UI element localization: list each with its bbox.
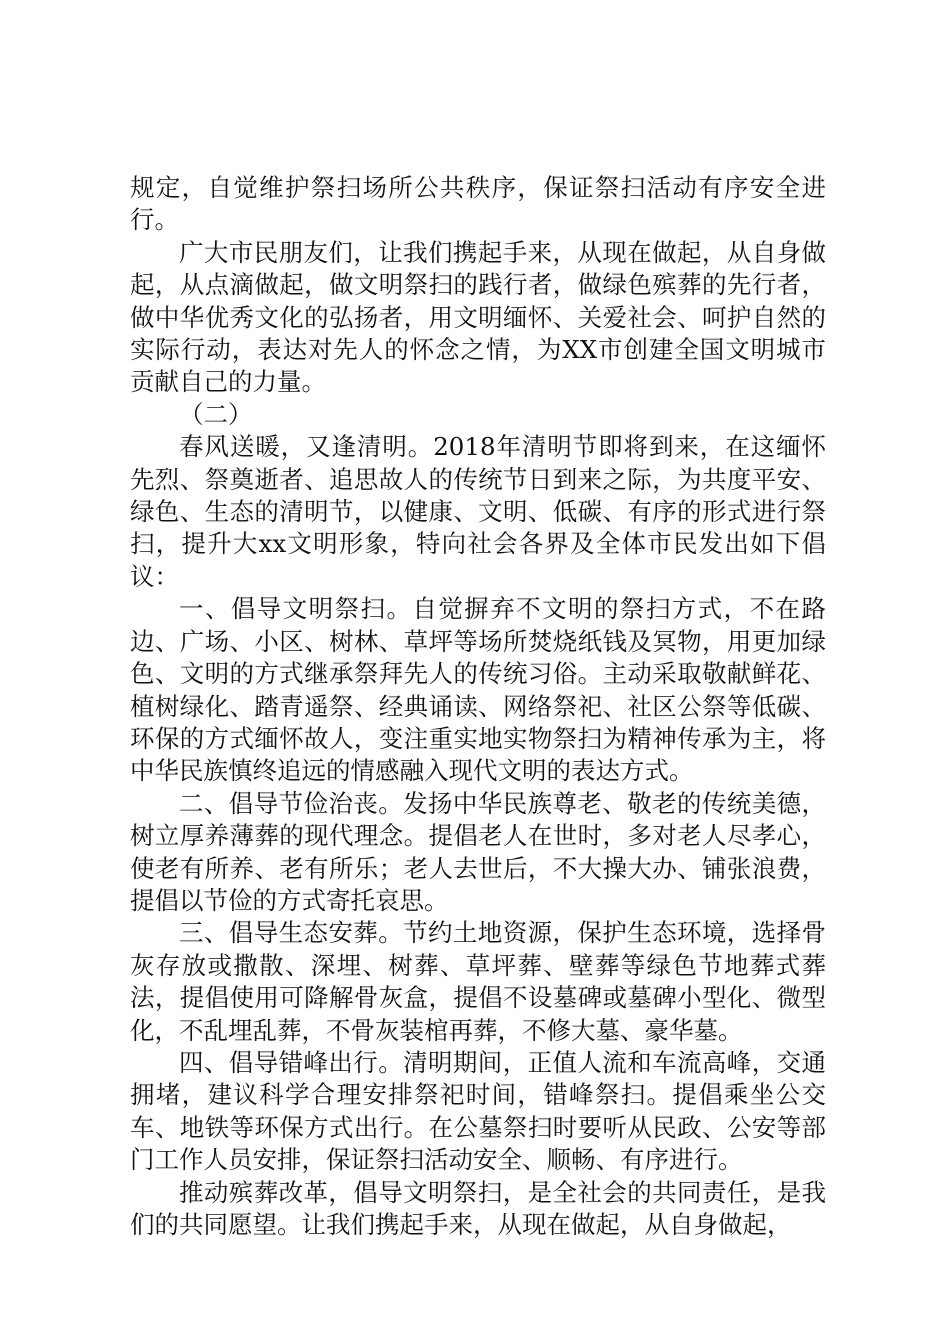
- document-body: [130, 172, 826, 1241]
- paragraph-closing: 推动殡葬改革，倡导文明祭扫，是全社会的共同责任，是我们的共同愿望。让我们携起手来，从现在做起，从自身做起，: [130, 1177, 826, 1239]
- section-heading-two: （二）: [179, 399, 253, 429]
- paragraph-civilized-sweeping: 一、倡导文明祭扫。自觉摒弃不文明的祭扫方式，不在路边、广场、小区、树林、草坪等场所焚烧纸钱及冥物，用更加绿色、文明的方式继承祭拜先人的传统习俗。主动采取敬献鲜花、植树绿化、踏青遥祭、经典诵读、网络祭祀、社区公祭等低碳、环保的方式缅怀故人，变注重实地实物祭扫为精神传承为主，将中华民族慎终追远的情感融入现代文明的表达方式。: [130, 594, 826, 786]
- paragraph-ecological-burial: 三、倡导生态安葬。节约土地资源，保护生态环境，选择骨灰存放或撒散、深埋、树葬、草坪葬、壁葬等绿色节地葬式葬法，提倡使用可降解骨灰盒，提倡不设墓碑或墓碑小型化、微型化，不乱埋乱葬，不骨灰装棺再葬，不修大墓、豪华墓。: [130, 918, 826, 1045]
- paragraph-intro: 春风送暖，又逢清明。2018年清明节即将到来，在这缅怀先烈、祭奠逝者、追思故人的传统节日到来之际，为共度平安、绿色、生态的清明节，以健康、文明、低碳、有序的形式进行祭扫，提升大xx文明形象，特向社会各界及全体市民发出如下倡议：: [130, 432, 826, 591]
- paragraph-frugal-funeral: 二、倡导节俭治丧。发扬中华民族尊老、敬老的传统美德，树立厚养薄葬的现代理念。提倡老人在世时，多对老人尽孝心，使老有所养、老有所乐；老人去世后，不大操大办、铺张浪费，提倡以节俭的方式寄托哀思。: [130, 788, 826, 915]
- paragraph-continuation: 规定，自觉维护祭扫场所公共秩序，保证祭扫活动有序安全进行。: [130, 173, 826, 235]
- paragraph-staggered-travel: 四、倡导错峰出行。清明期间，正值人流和车流高峰，交通拥堵，建议科学合理安排祭祀时间，错峰祭扫。提倡乘坐公交车、地铁等环保方式出行。在公墓祭扫时要听从民政、公安等部门工作人员安排，保证祭扫活动安全、顺畅、有序进行。: [130, 1047, 826, 1175]
- paragraph-citizens-appeal: 广大市民朋友们，让我们携起手来，从现在做起，从自身做起，从点滴做起，做文明祭扫的践行者，做绿色殡葬的先行者，做中华优秀文化的弘扬者，用文明缅怀、关爱社会、呵护自然的实际行动，表达对先人的怀念之情，为XX市创建全国文明城市贡献自己的力量。: [130, 237, 826, 397]
